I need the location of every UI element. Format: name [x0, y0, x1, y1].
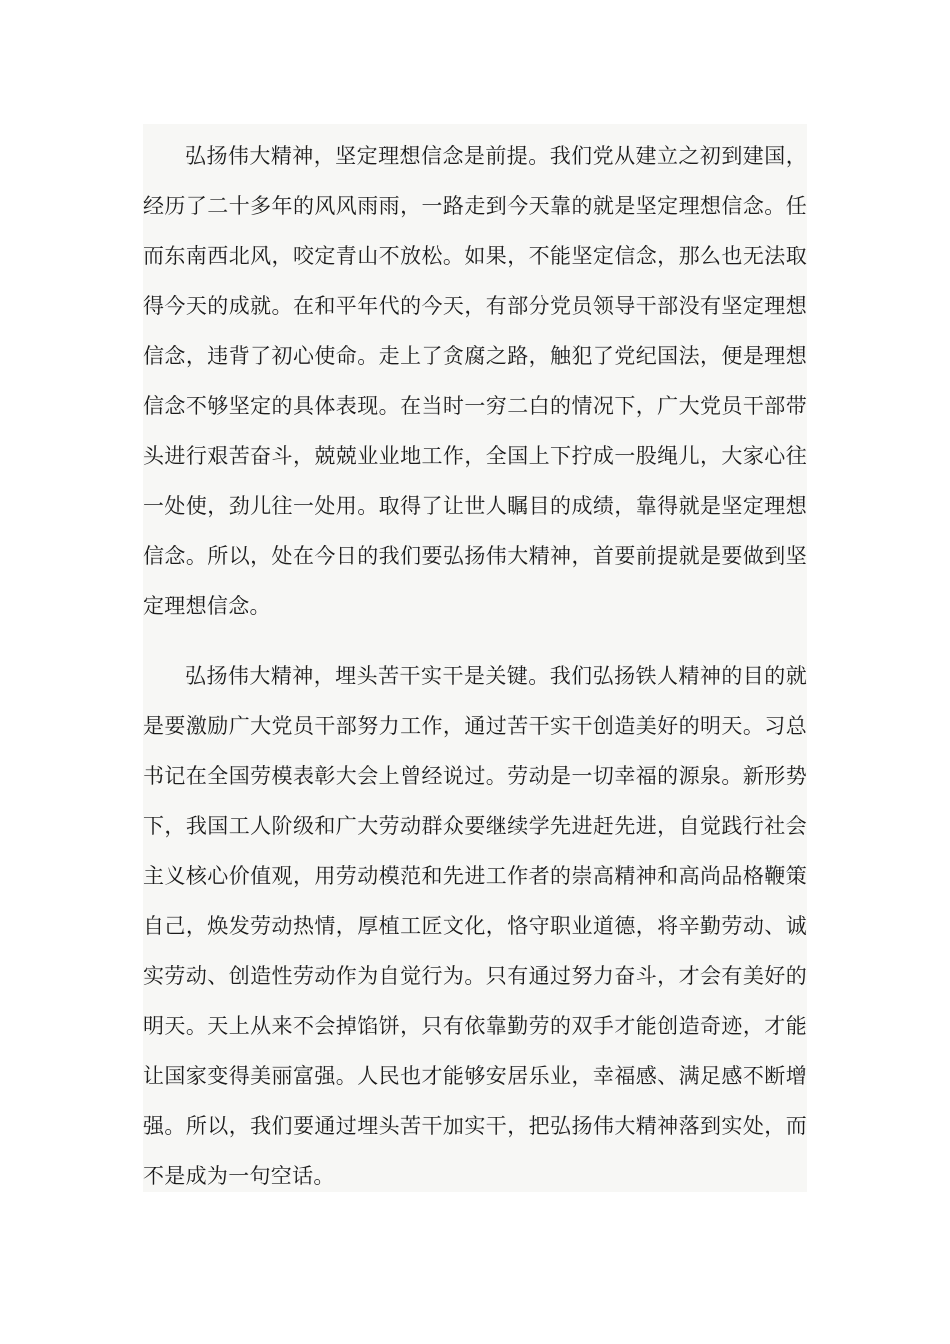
paragraph-hard-work: 弘扬伟大精神，埋头苦干实干是关键。我们弘扬铁人精神的目的就是要激励广大党员干部努力工作，通过苦干实干创造美好的明天。习总书记在全国劳模表彰大会上曾经说过。劳动是一切幸福的源泉。新形势下，我国工人阶级和广大劳动群众要继续学先进赶先进，自觉践行社会主义核心价值观，用劳动模范和先进工作者的崇高精神和高尚品格鞭策自己，焕发劳动热情，厚植工匠文化，恪守职业道德，将辛勤劳动、诚实劳动、创造性劳动作为自觉行为。只有通过努力奋斗，才会有美好的明天。天上从来不会掉馅饼，只有依靠勤劳的双手才能创造奇迹，才能让国家变得美丽富强。人民也才能够安居乐业，幸福感、满足感不断增强。所以，我们要通过埋头苦干加实干，把弘扬伟大精神落到实处，而不是成为一句空话。: [143, 664, 807, 1188]
paragraph-ideals: 弘扬伟大精神，坚定理想信念是前提。我们党从建立之初到建国，经历了二十多年的风风雨雨，一路走到今天靠的就是坚定理想信念。任而东南西北风，咬定青山不放松。如果，不能坚定信念，那么也无法取得今天的成就。在和平年代的今天，有部分党员领导干部没有坚定理想信念，违背了初心使命。走上了贪腐之路，触犯了党纪国法，便是理想信念不够坚定的具体表现。在当时一穷二白的情况下，广大党员干部带头进行艰苦奋斗，兢兢业业地工作，全国上下拧成一股绳儿，大家心往一处使，劲儿往一处用。取得了让世人瞩目的成绩，靠得就是坚定理想信念。所以，处在今日的我们要弘扬伟大精神，首要前提就是要做到坚定理想信念。: [143, 144, 807, 618]
document-text-block: [143, 124, 807, 1192]
